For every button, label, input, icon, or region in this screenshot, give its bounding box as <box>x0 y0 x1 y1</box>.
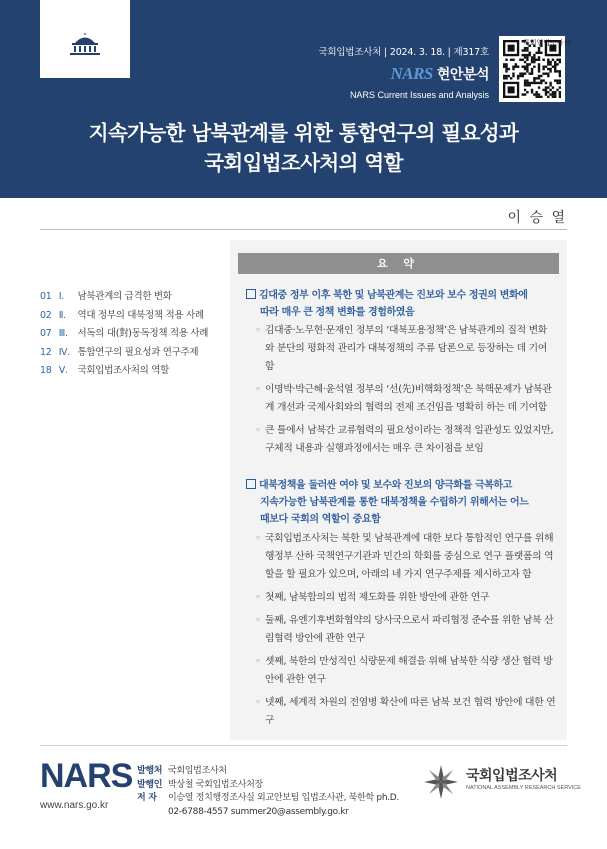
list-item: ◦ 셋째, 북한의 만성적인 식량문제 해결을 위해 남북한 식량 생산 협력 방안에 관한 연구 <box>256 653 556 689</box>
divider <box>40 745 567 746</box>
publisher: 국회입법조사처 <box>168 766 227 776</box>
institution-name: 국회입법조사처 <box>466 768 558 784</box>
website-link[interactable]: www.nars.go.kr <box>40 800 109 811</box>
toc-page: 01 <box>40 291 52 302</box>
title-line-1: 지속가능한 남북관계를 위한 통합연구의 필요성과 <box>88 121 519 145</box>
brand-nars: NARS <box>390 64 433 83</box>
toc-page: 12 <box>40 346 52 358</box>
contact-info: 02-6788-4557 summer20@assembly.go.kr <box>168 806 349 817</box>
summary-box <box>230 240 567 740</box>
toc-label: 통합연구의 필요성과 연구주제 <box>77 346 199 358</box>
nars-emblem-icon <box>422 763 460 801</box>
toc-item[interactable] <box>40 362 208 381</box>
report-header <box>0 0 607 198</box>
report-title <box>0 118 607 178</box>
qr-code-icon <box>503 40 561 98</box>
issuer-label: 발행인 <box>137 779 163 790</box>
summary-heading-1 <box>246 287 528 321</box>
institution-name-english: NATIONAL ASSEMBLY RESEARCH SERVICE <box>466 785 581 791</box>
divider <box>40 229 567 230</box>
brand-series: 현안분석 <box>436 67 489 83</box>
brand-logo <box>390 64 489 84</box>
summary-bullets-2 <box>256 530 556 735</box>
issue-meta: 국회입법조사처 | 2024. 3. 18. | 제317호 <box>318 47 489 58</box>
assembly-tab <box>40 0 130 78</box>
author-affiliation: 이승열 정치행정조사실 외교안보팀 입법조사관, 북한학 ph.D. <box>168 793 399 803</box>
heading-text: 지속가능한 남북관계를 통한 대북정책을 수립하기 위해서는 어느 <box>260 497 529 508</box>
brand-english: NARS Current Issues and Analysis <box>349 90 489 100</box>
toc-label: 서독의 대(對)동독정책 적용 사례 <box>77 328 209 339</box>
publisher-label: 발행처 <box>137 766 163 776</box>
toc-label: 국회입법조사처의 역할 <box>77 365 169 376</box>
list-item: ◦ 국회입법조사처는 북한 및 남북관계에 대한 보다 통합적인 연구를 위해 행정부 산하 국책연구기관과 민간의 학회를 중심으로 연구 플랫폼의 역할을 할 필요가 있으며, 아래의 네 가지 연구주제를 제시하고자 함 <box>256 530 556 584</box>
list-item: ◦ 김대중·노무현·문재인 정부의 ‘대북포용정책’은 남북관계의 질적 변화와 분단의 평화적 관리가 대북정책의 주류 담론으로 등장하는 데 기여함 <box>256 322 556 376</box>
nars-logo: NARS <box>40 757 133 795</box>
toc-page: 07 <box>40 328 52 339</box>
author-label: 저 자 <box>137 793 157 803</box>
toc-label: 역대 정부의 대북정책 적용 사례 <box>77 309 204 321</box>
toc-item[interactable] <box>40 288 208 307</box>
toc-item[interactable] <box>40 344 208 363</box>
toc-number: Ⅱ. <box>58 309 66 321</box>
heading-text: 김대중 정부 이후 북한 및 남북관계는 진보와 보수 정권의 변화에 <box>259 290 528 301</box>
list-item: ◦ 이명박·박근혜·윤석열 정부의 ‘선(先)비핵화정책’은 북핵문제가 남북관계 개선과 국제사회와의 협력의 전제 조건임을 명확히 하는 데 기여함 <box>256 381 556 417</box>
heading-text: 따라 매우 큰 정책 변화를 경험하였음 <box>260 307 415 318</box>
summary-heading-2 <box>246 477 529 528</box>
checkbox-square-icon <box>246 479 256 489</box>
list-item: ◦ 넷째, 세계적 차원의 전염병 확산에 따른 남북 보건 협력 방안에 대한 연구 <box>256 694 556 730</box>
toc-number: Ⅳ. <box>58 346 70 358</box>
toc-number: Ⅰ. <box>58 291 64 302</box>
table-of-contents <box>40 288 208 381</box>
qr-code[interactable] <box>499 36 571 102</box>
qr-label: 국회입법조사처 <box>523 39 571 47</box>
toc-item[interactable] <box>40 307 208 326</box>
checkbox-square-icon <box>246 289 256 299</box>
title-line-2: 국회입법조사처의 역할 <box>204 151 403 175</box>
issuer: 박상철 국회입법조사처장 <box>168 779 263 790</box>
list-item: ◦ 첫째, 남북합의의 법적 제도화를 위한 방안에 관한 연구 <box>256 589 556 607</box>
toc-item[interactable] <box>40 325 208 344</box>
toc-page: 02 <box>40 309 52 321</box>
heading-text: 때보다 국회의 역할이 중요함 <box>260 514 381 525</box>
heading-text: 대북정책을 둘러싼 여야 및 보수와 진보의 양극화를 극복하고 <box>259 480 513 491</box>
summary-title: 요 약 <box>238 253 559 274</box>
toc-number: Ⅲ. <box>58 328 68 339</box>
list-item: ◦ 큰 틀에서 남북간 교류협력의 필요성이라는 정책적 일관성도 있었지만, 구체적 내용과 실행과정에서는 매우 큰 차이점을 보임 <box>256 422 556 458</box>
institution-logo <box>422 763 581 805</box>
national-assembly-icon <box>67 32 103 56</box>
author-name: 이 승 열 <box>507 210 567 226</box>
toc-number: Ⅴ. <box>58 365 68 376</box>
toc-label: 남북관계의 급격한 변화 <box>77 291 172 302</box>
summary-bullets-1 <box>256 322 556 463</box>
toc-page: 18 <box>40 365 52 376</box>
publication-info <box>137 765 399 819</box>
list-item: ◦ 둘째, 유엔기후변화협약의 당사국으로서 파리협정 준수를 위한 남북 산림협력 방안에 관한 연구 <box>256 612 556 648</box>
